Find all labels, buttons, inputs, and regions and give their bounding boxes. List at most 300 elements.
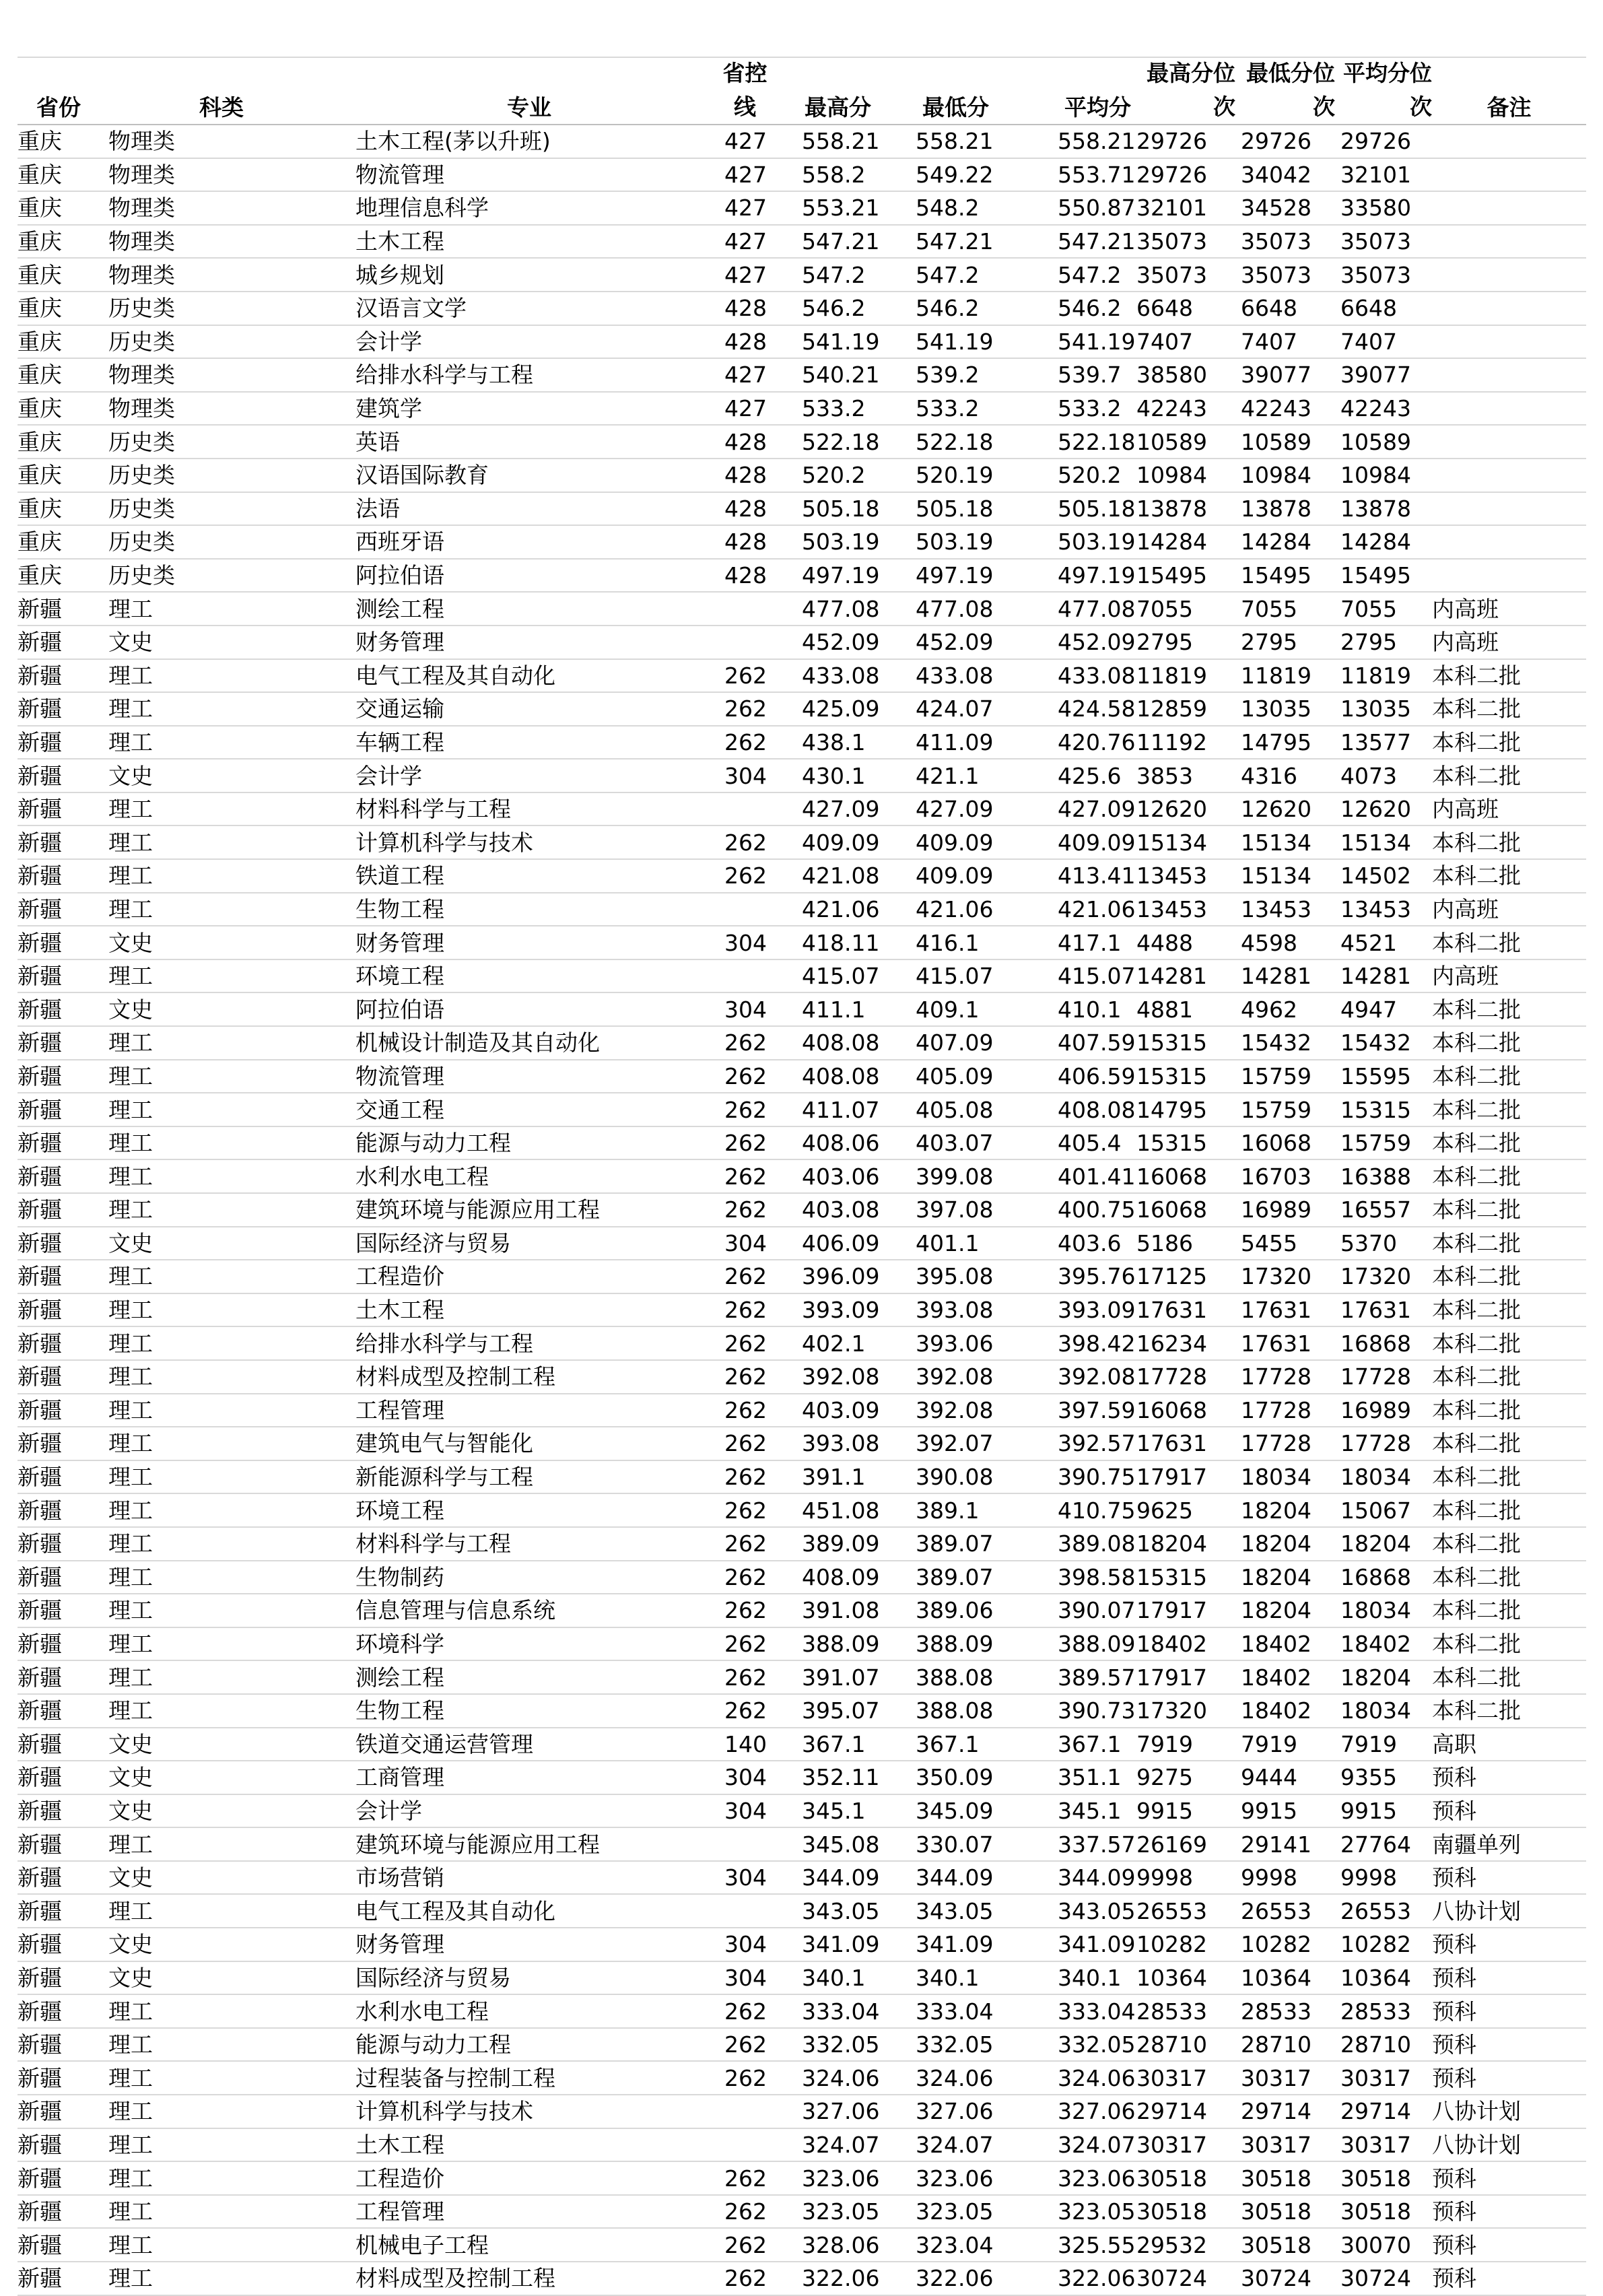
cell-avg-score: 337.57 — [1015, 1827, 1136, 1861]
cell-category: 文史 — [108, 1861, 355, 1895]
cell-min-rank: 10282 — [1241, 1928, 1340, 1961]
cell-avg-rank: 18034 — [1340, 1594, 1432, 1627]
cell-category: 文史 — [108, 626, 355, 659]
cell-min-rank: 18034 — [1241, 1460, 1340, 1494]
cell-max-score: 408.06 — [779, 1126, 897, 1160]
cell-major: 工程管理 — [355, 1394, 718, 1427]
cell-avg-rank: 7407 — [1340, 325, 1432, 359]
cell-min-rank: 11819 — [1241, 659, 1340, 693]
cell-major: 测绘工程 — [355, 592, 718, 626]
cell-min-score: 503.19 — [897, 525, 1015, 559]
cell-note: 本科二批 — [1432, 1460, 1586, 1494]
cell-min-score: 392.08 — [897, 1394, 1015, 1427]
cell-min-score: 323.05 — [897, 2195, 1015, 2229]
cell-province: 新疆 — [18, 2195, 108, 2229]
cell-max-rank: 29714 — [1136, 2095, 1241, 2128]
cell-category: 物理类 — [108, 392, 355, 426]
cell-max-rank: 3853 — [1136, 759, 1241, 792]
cell-control-line: 428 — [718, 525, 779, 559]
cell-category: 物理类 — [108, 158, 355, 192]
cell-note: 本科二批 — [1432, 1026, 1586, 1060]
cell-max-rank: 13453 — [1136, 859, 1241, 893]
cell-control-line: 262 — [718, 1527, 779, 1561]
cell-avg-rank: 14281 — [1340, 959, 1432, 993]
cell-control-line: 262 — [718, 1026, 779, 1060]
cell-avg-score: 390.07 — [1015, 1594, 1136, 1627]
cell-avg-rank: 17728 — [1340, 1427, 1432, 1460]
cell-avg-rank: 26553 — [1340, 1894, 1432, 1928]
cell-province: 新疆 — [18, 1527, 108, 1561]
cell-province: 新疆 — [18, 1627, 108, 1661]
cell-category: 理工 — [108, 1460, 355, 1494]
cell-province: 新疆 — [18, 2028, 108, 2062]
cell-max-rank: 30518 — [1136, 2161, 1241, 2195]
cell-province: 新疆 — [18, 692, 108, 726]
cell-max-score: 402.1 — [779, 1326, 897, 1360]
cell-min-score: 541.19 — [897, 325, 1015, 359]
cell-max-rank: 16068 — [1136, 1159, 1241, 1193]
score-table-sheet — [18, 57, 1586, 2296]
cell-major: 工商管理 — [355, 1761, 718, 1794]
table-row — [18, 1627, 1586, 1661]
cell-avg-rank: 18204 — [1340, 1660, 1432, 1694]
cell-avg-score: 558.21 — [1015, 125, 1136, 158]
cell-avg-score: 323.05 — [1015, 2195, 1136, 2229]
cell-avg-score: 397.59 — [1015, 1394, 1136, 1427]
table-row — [18, 525, 1586, 559]
cell-min-rank: 16068 — [1241, 1126, 1340, 1160]
cell-max-rank: 35073 — [1136, 225, 1241, 259]
cell-province: 新疆 — [18, 1260, 108, 1293]
table-row — [18, 1961, 1586, 1995]
cell-category: 物理类 — [108, 258, 355, 292]
cell-avg-rank: 4073 — [1340, 759, 1432, 792]
table-row — [18, 1260, 1586, 1293]
cell-avg-score: 332.05 — [1015, 2028, 1136, 2062]
table-row — [18, 292, 1586, 325]
cell-note: 本科二批 — [1432, 1561, 1586, 1594]
cell-category: 理工 — [108, 1427, 355, 1460]
cell-note: 八协计划 — [1432, 2095, 1586, 2128]
cell-min-rank: 5455 — [1241, 1227, 1340, 1260]
cell-major: 财务管理 — [355, 1928, 718, 1961]
cell-min-score: 397.08 — [897, 1193, 1015, 1227]
cell-min-rank: 7055 — [1241, 592, 1340, 626]
cell-min-score: 405.09 — [897, 1060, 1015, 1093]
table-row — [18, 1561, 1586, 1594]
cell-avg-score: 324.06 — [1015, 2061, 1136, 2095]
table-row — [18, 792, 1586, 826]
cell-major: 能源与动力工程 — [355, 2028, 718, 2062]
cell-min-rank: 34528 — [1241, 191, 1340, 225]
cell-min-rank: 18204 — [1241, 1594, 1340, 1627]
cell-avg-rank: 16868 — [1340, 1326, 1432, 1360]
table-row — [18, 2262, 1586, 2295]
cell-major: 土木工程 — [355, 2128, 718, 2162]
cell-min-score: 388.08 — [897, 1694, 1015, 1728]
cell-category: 文史 — [108, 1794, 355, 1828]
cell-max-score: 327.06 — [779, 2095, 897, 2128]
cell-avg-score: 505.18 — [1015, 492, 1136, 526]
cell-avg-score: 410.75 — [1015, 1493, 1136, 1527]
cell-province: 新疆 — [18, 1060, 108, 1093]
cell-min-rank: 2795 — [1241, 626, 1340, 659]
cell-control-line: 304 — [718, 1761, 779, 1794]
cell-min-rank: 34042 — [1241, 158, 1340, 192]
cell-max-rank: 14795 — [1136, 1093, 1241, 1126]
cell-category: 历史类 — [108, 492, 355, 526]
cell-category: 理工 — [108, 1527, 355, 1561]
cell-major: 电气工程及其自动化 — [355, 1894, 718, 1928]
cell-avg-rank: 15315 — [1340, 1093, 1432, 1126]
cell-avg-rank: 18034 — [1340, 1694, 1432, 1728]
cell-category: 文史 — [108, 1227, 355, 1260]
cell-category: 理工 — [108, 1994, 355, 2028]
cell-max-score: 503.19 — [779, 525, 897, 559]
cell-category: 理工 — [108, 1326, 355, 1360]
cell-max-score: 403.09 — [779, 1394, 897, 1427]
cell-max-rank: 10589 — [1136, 425, 1241, 459]
cell-category: 理工 — [108, 1193, 355, 1227]
cell-avg-score: 344.09 — [1015, 1861, 1136, 1895]
table-row — [18, 959, 1586, 993]
cell-min-score: 340.1 — [897, 1961, 1015, 1995]
table-row — [18, 1827, 1586, 1861]
cell-major: 生物工程 — [355, 893, 718, 926]
cell-min-score: 421.1 — [897, 759, 1015, 792]
cell-category: 理工 — [108, 1126, 355, 1160]
table-row — [18, 125, 1586, 158]
cell-major: 机械设计制造及其自动化 — [355, 1026, 718, 1060]
cell-min-score: 539.2 — [897, 358, 1015, 392]
cell-province: 新疆 — [18, 926, 108, 959]
cell-max-rank: 16068 — [1136, 1193, 1241, 1227]
cell-avg-score: 417.1 — [1015, 926, 1136, 959]
cell-max-score: 546.2 — [779, 292, 897, 325]
cell-min-rank: 18204 — [1241, 1493, 1340, 1527]
cell-major: 过程装备与控制工程 — [355, 2061, 718, 2095]
cell-major: 环境科学 — [355, 1627, 718, 1661]
cell-min-score: 558.21 — [897, 125, 1015, 158]
table-row — [18, 559, 1586, 593]
cell-control-line: 262 — [718, 692, 779, 726]
cell-max-score: 425.09 — [779, 692, 897, 726]
cell-max-score: 332.05 — [779, 2028, 897, 2062]
cell-max-rank: 29726 — [1136, 158, 1241, 192]
cell-control-line: 427 — [718, 191, 779, 225]
cell-note: 预科 — [1432, 2061, 1586, 2095]
cell-category: 历史类 — [108, 425, 355, 459]
cell-avg-rank: 29714 — [1340, 2095, 1432, 2128]
cell-min-score: 427.09 — [897, 792, 1015, 826]
cell-major: 市场营销 — [355, 1861, 718, 1895]
cell-note: 本科二批 — [1432, 1193, 1586, 1227]
cell-avg-rank: 15595 — [1340, 1060, 1432, 1093]
table-row — [18, 859, 1586, 893]
cell-province: 新疆 — [18, 759, 108, 792]
cell-province: 新疆 — [18, 1928, 108, 1961]
cell-control-line: 262 — [718, 825, 779, 859]
cell-min-rank: 30317 — [1241, 2128, 1340, 2162]
table-row — [18, 258, 1586, 292]
cell-province: 新疆 — [18, 2061, 108, 2095]
cell-max-score: 533.2 — [779, 392, 897, 426]
cell-min-score: 549.22 — [897, 158, 1015, 192]
cell-avg-score: 408.08 — [1015, 1093, 1136, 1126]
cell-major: 土木工程 — [355, 1293, 718, 1327]
cell-min-score: 392.07 — [897, 1427, 1015, 1460]
cell-category: 理工 — [108, 1159, 355, 1193]
cell-avg-rank: 27764 — [1340, 1827, 1432, 1861]
cell-max-score: 328.06 — [779, 2228, 897, 2262]
cell-province: 新疆 — [18, 1159, 108, 1193]
cell-province: 新疆 — [18, 1293, 108, 1327]
cell-category: 理工 — [108, 1060, 355, 1093]
cell-min-score: 390.08 — [897, 1460, 1015, 1494]
cell-min-rank: 4962 — [1241, 992, 1340, 1026]
cell-control-line: 428 — [718, 292, 779, 325]
cell-control-line — [718, 1827, 779, 1861]
cell-min-score: 350.09 — [897, 1761, 1015, 1794]
cell-avg-rank: 29726 — [1340, 125, 1432, 158]
cell-avg-score: 395.76 — [1015, 1260, 1136, 1293]
cell-control-line: 427 — [718, 258, 779, 292]
cell-category: 理工 — [108, 2128, 355, 2162]
cell-max-score: 333.04 — [779, 1994, 897, 2028]
cell-min-score: 324.06 — [897, 2061, 1015, 2095]
cell-major: 交通运输 — [355, 692, 718, 726]
cell-min-rank: 28710 — [1241, 2028, 1340, 2062]
cell-province: 重庆 — [18, 292, 108, 325]
cell-category: 理工 — [108, 1360, 355, 1394]
cell-note: 本科二批 — [1432, 1627, 1586, 1661]
table-row — [18, 1026, 1586, 1060]
cell-note — [1432, 459, 1586, 492]
table-row — [18, 1460, 1586, 1494]
table-row — [18, 1093, 1586, 1126]
cell-avg-rank: 17728 — [1340, 1360, 1432, 1394]
cell-avg-score: 415.07 — [1015, 959, 1136, 993]
cell-province: 新疆 — [18, 1093, 108, 1126]
cell-max-rank: 26169 — [1136, 1827, 1241, 1861]
cell-avg-rank: 7055 — [1340, 592, 1432, 626]
cell-note — [1432, 358, 1586, 392]
cell-min-rank: 15759 — [1241, 1093, 1340, 1126]
cell-province: 新疆 — [18, 1728, 108, 1761]
cell-avg-rank: 16388 — [1340, 1159, 1432, 1193]
cell-avg-rank: 30317 — [1340, 2128, 1432, 2162]
cell-max-score: 408.08 — [779, 1060, 897, 1093]
cell-major: 地理信息科学 — [355, 191, 718, 225]
cell-major: 生物制药 — [355, 1561, 718, 1594]
table-row — [18, 2195, 1586, 2229]
cell-min-score: 389.06 — [897, 1594, 1015, 1627]
table-header — [18, 57, 1586, 125]
cell-province: 新疆 — [18, 1460, 108, 1494]
cell-min-score: 546.2 — [897, 292, 1015, 325]
cell-note — [1432, 392, 1586, 426]
cell-note — [1432, 125, 1586, 158]
cell-avg-score: 340.1 — [1015, 1961, 1136, 1995]
cell-category: 理工 — [108, 1260, 355, 1293]
cell-major: 汉语国际教育 — [355, 459, 718, 492]
cell-province: 新疆 — [18, 1827, 108, 1861]
cell-control-line: 427 — [718, 225, 779, 259]
cell-min-rank: 13878 — [1241, 492, 1340, 526]
cell-note — [1432, 258, 1586, 292]
cell-province: 重庆 — [18, 358, 108, 392]
cell-control-line: 262 — [718, 2195, 779, 2229]
cell-avg-rank: 14502 — [1340, 859, 1432, 893]
cell-major: 国际经济与贸易 — [355, 1961, 718, 1995]
cell-note: 本科二批 — [1432, 759, 1586, 792]
cell-control-line: 304 — [718, 759, 779, 792]
cell-min-rank: 4598 — [1241, 926, 1340, 959]
cell-max-score: 323.05 — [779, 2195, 897, 2229]
cell-max-rank: 9998 — [1136, 1861, 1241, 1895]
cell-province: 新疆 — [18, 592, 108, 626]
cell-major: 建筑学 — [355, 392, 718, 426]
cell-max-score: 395.07 — [779, 1694, 897, 1728]
cell-major: 国际经济与贸易 — [355, 1227, 718, 1260]
cell-avg-rank: 10589 — [1340, 425, 1432, 459]
cell-max-rank: 15495 — [1136, 559, 1241, 593]
cell-avg-rank: 33580 — [1340, 191, 1432, 225]
cell-min-rank: 17728 — [1241, 1394, 1340, 1427]
cell-min-rank: 14795 — [1241, 726, 1340, 759]
table-row — [18, 1394, 1586, 1427]
table-row — [18, 158, 1586, 192]
cell-avg-rank: 13878 — [1340, 492, 1432, 526]
cell-major: 西班牙语 — [355, 525, 718, 559]
header-note: 备注 — [1432, 57, 1586, 125]
cell-max-score: 341.09 — [779, 1928, 897, 1961]
cell-avg-score: 333.04 — [1015, 1994, 1136, 2028]
cell-min-score: 388.09 — [897, 1627, 1015, 1661]
cell-avg-rank: 18034 — [1340, 1460, 1432, 1494]
cell-max-score: 452.09 — [779, 626, 897, 659]
cell-max-rank: 29532 — [1136, 2228, 1241, 2262]
cell-min-rank: 35073 — [1241, 258, 1340, 292]
cell-avg-score: 343.05 — [1015, 1894, 1136, 1928]
table-row — [18, 992, 1586, 1026]
cell-note — [1432, 225, 1586, 259]
cell-major: 给排水科学与工程 — [355, 358, 718, 392]
cell-min-rank: 28533 — [1241, 1994, 1340, 2028]
table-row — [18, 1594, 1586, 1627]
table-row — [18, 1894, 1586, 1928]
cell-category: 文史 — [108, 1761, 355, 1794]
cell-min-score: 401.1 — [897, 1227, 1015, 1260]
cell-category: 文史 — [108, 1961, 355, 1995]
cell-min-score: 324.07 — [897, 2128, 1015, 2162]
cell-avg-score: 427.09 — [1015, 792, 1136, 826]
cell-max-score: 505.18 — [779, 492, 897, 526]
cell-max-rank: 42243 — [1136, 392, 1241, 426]
cell-min-rank: 30724 — [1241, 2262, 1340, 2295]
cell-max-rank: 16068 — [1136, 1394, 1241, 1427]
cell-max-rank: 9275 — [1136, 1761, 1241, 1794]
cell-min-rank: 15134 — [1241, 825, 1340, 859]
cell-category: 理工 — [108, 893, 355, 926]
cell-max-score: 547.2 — [779, 258, 897, 292]
cell-avg-score: 539.7 — [1015, 358, 1136, 392]
cell-major: 电气工程及其自动化 — [355, 659, 718, 693]
cell-max-rank: 18402 — [1136, 1627, 1241, 1661]
cell-major: 工程造价 — [355, 2161, 718, 2195]
table-row — [18, 1360, 1586, 1394]
cell-category: 文史 — [108, 992, 355, 1026]
cell-province: 新疆 — [18, 893, 108, 926]
cell-avg-rank: 4947 — [1340, 992, 1432, 1026]
cell-control-line: 304 — [718, 1928, 779, 1961]
cell-control-line — [718, 1894, 779, 1928]
cell-control-line: 304 — [718, 1961, 779, 1995]
cell-major: 会计学 — [355, 759, 718, 792]
cell-avg-score: 520.2 — [1015, 459, 1136, 492]
cell-avg-score: 410.1 — [1015, 992, 1136, 1026]
cell-max-rank: 17917 — [1136, 1594, 1241, 1627]
cell-note: 本科二批 — [1432, 825, 1586, 859]
cell-max-score: 324.07 — [779, 2128, 897, 2162]
cell-min-score: 421.06 — [897, 893, 1015, 926]
cell-category: 物理类 — [108, 191, 355, 225]
cell-max-rank: 13878 — [1136, 492, 1241, 526]
table-row — [18, 1928, 1586, 1961]
table-row — [18, 1994, 1586, 2028]
cell-min-score: 452.09 — [897, 626, 1015, 659]
cell-min-rank: 17631 — [1241, 1326, 1340, 1360]
cell-min-score: 533.2 — [897, 392, 1015, 426]
table-row — [18, 1326, 1586, 1360]
cell-note: 本科二批 — [1432, 1260, 1586, 1293]
cell-control-line: 262 — [718, 1594, 779, 1627]
cell-avg-rank: 18402 — [1340, 1627, 1432, 1661]
cell-major: 交通工程 — [355, 1093, 718, 1126]
cell-max-score: 433.08 — [779, 659, 897, 693]
table-row — [18, 358, 1586, 392]
cell-major: 环境工程 — [355, 959, 718, 993]
cell-avg-score: 351.1 — [1015, 1761, 1136, 1794]
cell-min-rank: 14281 — [1241, 959, 1340, 993]
cell-min-score: 505.18 — [897, 492, 1015, 526]
cell-min-score: 333.04 — [897, 1994, 1015, 2028]
cell-category: 理工 — [108, 2095, 355, 2128]
cell-avg-rank: 30518 — [1340, 2161, 1432, 2195]
cell-province: 新疆 — [18, 2262, 108, 2295]
cell-max-score: 415.07 — [779, 959, 897, 993]
cell-major: 阿拉伯语 — [355, 992, 718, 1026]
cell-max-score: 403.08 — [779, 1193, 897, 1227]
cell-min-rank: 42243 — [1241, 392, 1340, 426]
cell-major: 建筑环境与能源应用工程 — [355, 1193, 718, 1227]
cell-major: 铁道工程 — [355, 859, 718, 893]
cell-avg-rank: 10282 — [1340, 1928, 1432, 1961]
cell-min-score: 416.1 — [897, 926, 1015, 959]
cell-avg-score: 405.4 — [1015, 1126, 1136, 1160]
cell-category: 历史类 — [108, 325, 355, 359]
cell-min-rank: 9444 — [1241, 1761, 1340, 1794]
cell-avg-rank: 39077 — [1340, 358, 1432, 392]
cell-min-rank: 39077 — [1241, 358, 1340, 392]
cell-min-rank: 14284 — [1241, 525, 1340, 559]
cell-avg-score: 327.06 — [1015, 2095, 1136, 2128]
cell-min-rank: 30518 — [1241, 2228, 1340, 2262]
cell-note: 本科二批 — [1432, 1060, 1586, 1093]
cell-max-rank: 11192 — [1136, 726, 1241, 759]
cell-control-line — [718, 626, 779, 659]
cell-max-score: 430.1 — [779, 759, 897, 792]
